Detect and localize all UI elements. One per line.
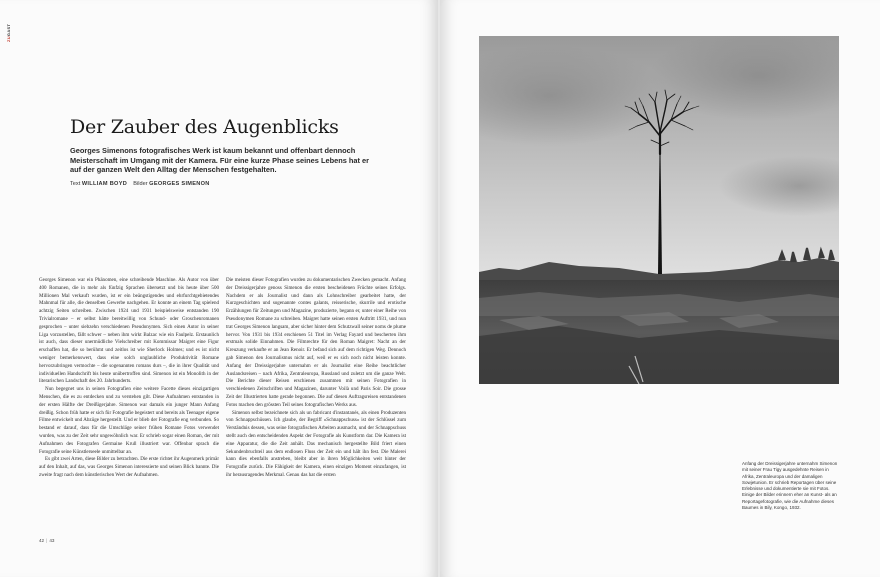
folio-right: 43 <box>49 538 55 543</box>
page-folio: 42 | 43 <box>39 538 55 543</box>
article-lede: Georges Simenons fotografisches Werk ist kaum bekannt und offenbart dennoch Meisterschaft im Umgang mit der Kamera. Für eine kurze Phase seines Lebens hat er auf der ganzen Welt den Alltag der Menschen festgehalten. <box>70 146 370 175</box>
article-headline: Der Zauber des Augenblicks <box>70 116 339 138</box>
left-page <box>0 0 438 577</box>
section-tag-accent: ZU <box>6 36 11 42</box>
paragraph: Simenon selbst bezeichnete sich als un fabricant d'instantanés, als einen Produzenten von Schnappschüssen. Ich glaube, der Begriff «Schnappschuss» ist der Schlüssel zum Verständnis dessen, was seine fotografischen Arbeiten ausmacht, und der Schnappschuss stellt auch den entscheidenden Aspekt der Fotografie als Kunstform dar. Die Kamera ist eine Apparatur, die die Zeit anhält. Das mechanisch hergestellte Bild friert einen Sekundenbruchteil aus dem endlosen Fluss der Zeit ein und hält ihn fest. Die Malerei kann dies ebenfalls anstreben, bleibt aber in ihren Möglichkeiten weit hinter der Fotografie zurück. Die Fähigkeit der Kamera, einen einzigen Moment einzufangen, ist ihr herausragendes Merkmal. Genau das hat die ersten <box>226 409 406 478</box>
paragraph: Es gibt zwei Arten, diese Bilder zu betrachten. Die erste richtet ihr Augenmerk primär auf den Inhalt, auf das, was Georges Simenon interessierte und seinen Blick bannte. Die zweite fragt nach dem künstlerischen Wert der Aufnahmen. <box>39 456 219 478</box>
photo-caption: Anfang der Dreissigerjahre unternahm Simenon mit seiner Frau Tigy ausgedehnte Reisen in Afrika, Zentraleuropa und der damaligen Sowjetunion. Er schrieb Reportagen über seine Erlebnisse und dokumentierte sie mit Fotos. Einige der Bilder erinnern eher an Kunst- als an Reportagefotografie, wie die Aufnahme dieses Baumes in Bily, Kongo, 1932. <box>742 461 838 511</box>
credits-photographer: GEORGES SIMENON <box>149 181 210 187</box>
paragraph: Die meisten dieser Fotografien wurden zu dokumentarischen Zwecken gemacht. Anfang der Dreissigerjahre genoss Simenon die ersten bescheidenen Früchte seines Erfolgs. Nachdem er als Journalist und dann als Lohnschreiber gearbeitet hatte, der Kurzgeschichten und sogenannte contes galants, reisserische, skurrile und erotische Erzählungen für Zeitungen und Magazine, produzierte, begann er, unter einer Reihe von Pseudonymen Romane zu schreiben. Maigret hatte seinen ersten Auftritt 1931, und nun trat Georges Simenon langsam, aber sicher hinter dem Schutzwall seiner noms de plume hervor. Von 1931 bis 1934 erschienen 51 Titel im Verlag Fayard und bescherten ihm erstmals solide Einnahmen. Die Filmrechte für den Roman Maigret: Nacht an der Kreuzung verkaufte er an Jean Renoir. Er befand sich auf dem richtigen Weg. Dennoch gab Simenon den Journalismus nicht auf, weil er es sich noch nicht leisten konnte. Anfang der Dreissigerjahre unternahm er als Journalist eine Reihe beachtlicher Auslandsreisen – nach Afrika, Zentraleuropa, Russland und zuletzt um die ganze Welt. Die Berichte dieser Reisen erschienen zusammen mit seinen Fotografien in verschiedenen Zeitschriften und Magazinen, darunter Voilà und Paris Soir. Die grosse Zeit der Illustrierten hatte gerade begonnen. Die auf diesen Auftragsreisen entstandenen Fotos machen den grössten Teil seines fotografischen Werks aus. <box>226 277 406 408</box>
section-tag-label: GAST <box>6 23 11 37</box>
lone-tree-photo <box>479 36 839 384</box>
credits-text-label: Text <box>70 181 81 187</box>
credits-author: WILLIAM BOYD <box>81 181 128 187</box>
section-tag <box>6 24 11 42</box>
paragraph: Nun begegnet uns in seinen Fotografien eine weitere Facette dieses einzigartigen Menschen, die es zu entdecken und zu verstehen gilt. Diese Aufnahmen entstanden in der ersten Hälfte der Dreißigerjahre. Simenon war damals ein junger Mann Anfang dreißig. Schon früh hatte er sich für Fotografie begeistert und bereits als Teenager eigene Filme entwickelt und Abzüge hergestellt. Und er blieb der Fotografie eng verbunden. So bestand er darauf, dass für die Umschläge seiner frühen Romane Fotos verwendet wurden, was zu der Zeit sehr ungewöhnlich war. Er schrieb sogar einen Roman, der mit Aufnahmen des Fotografen Germaine Krull illustriert war. Offenbar sprach die Fotografie seine Künstlerseele unmittelbar an. <box>39 386 219 455</box>
folio-left: 42 <box>39 538 45 543</box>
body-column-2 <box>226 277 406 533</box>
body-column-1 <box>39 277 219 533</box>
article-credits <box>70 181 210 187</box>
paragraph: Georges Simenon war ein Phänomen, eine schreibende Maschine. Als Autor von über 400 Romanen, die in mehr als fünfzig Sprachen übersetzt und bis heute über 500 Millionen Mal verkauft wurden, ist er ein beängstigendes und ehrfurchtgebietendes Mahnmal für alle, die denselben Gewerbe nachgehen. Er konnte an einem Tag spielend achtzig Seiten schreiben. Zwischen 1924 und 1931 beispielsweise entstanden 190 Trivialromane – er selbst hätte bereitwillig von Schund- oder Groschenromanen gesprochen – unter siebzehn verschiedenen Pseudonymen. Sich einen Autor in seiner Liga vorzustellen, fällt schwer – neben ihm wirkt Balzac wie ein Faulpelz. Erstaunlich ist auch, dass dieser unermüdliche Vielschreiber mit Kommissar Maigret eine Figur erschaffen hat, die so berühmt und zeitlos ist wie Sherlock Holmes; und es ist nicht weniger bemerkenswert, dass eine solch unglaubliche Produktivität Romane hervorzubringen vermochte – die sogenannten romans durs –, die in ihrer Qualität und individuellen Handschrift bis heute unübertroffen sind. Simenon ist ein Monolith in der literarischen Landschaft des 20. Jahrhunderts. <box>39 277 219 385</box>
credits-images-label: Bilder <box>133 181 148 187</box>
